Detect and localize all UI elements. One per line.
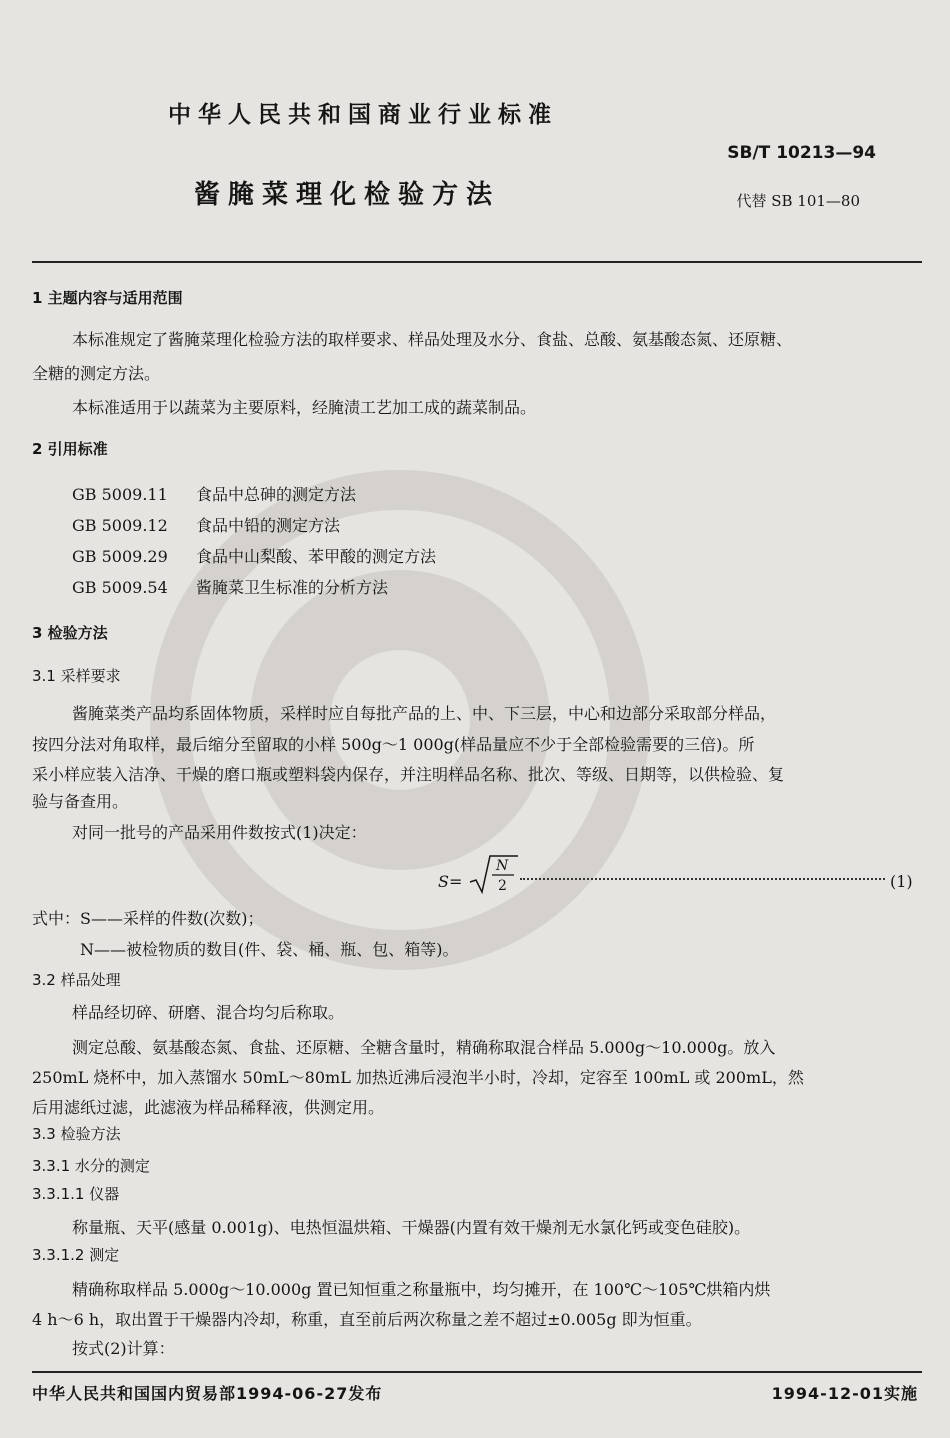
ref-title: 酱腌菜卫生标准的分析方法 xyxy=(196,578,389,597)
where-line: 式中：S——采样的件数(次数)； xyxy=(32,909,264,928)
formula-leader xyxy=(520,878,885,880)
section-3-3-heading: 3.3 检验方法 xyxy=(32,1125,121,1143)
section-3-3-1-heading: 3.3.1 水分的测定 xyxy=(32,1157,150,1175)
paragraph-line: 全糖的测定方法。 xyxy=(32,364,161,383)
header-rule xyxy=(32,261,922,263)
replaces-note: 代替 SB 101—80 xyxy=(736,192,860,210)
ref-title: 食品中铅的测定方法 xyxy=(196,516,341,535)
paragraph-line: 称量瓶、天平(感量 0.001g)、电热恒温烘箱、干燥器(内置有效干燥剂无水氯化钙或变色硅胶)。 xyxy=(72,1218,751,1237)
paragraph-line: 样品经切碎、研磨、混合均匀后称取。 xyxy=(72,1003,345,1022)
ref-title: 食品中山梨酸、苯甲酸的测定方法 xyxy=(196,547,437,566)
standard-code: SB/T 10213—94 xyxy=(727,143,876,163)
section-3-3-1-2-heading: 3.3.1.2 测定 xyxy=(32,1246,120,1264)
ref-title: 食品中总砷的测定方法 xyxy=(196,485,357,504)
section-3-heading: 3 检验方法 xyxy=(32,624,108,642)
paragraph-line: 采小样应装入洁净、干燥的磨口瓶或塑料袋内保存，并注明样品名称、批次、等级、日期等，以供检验、复 xyxy=(32,765,785,784)
paragraph-line: 250mL 烧杯中，加入蒸馏水 50mL～80mL 加热近沸后浸泡半小时，冷却，定容至 100mL 或 200mL，然 xyxy=(32,1068,804,1087)
section-3-3-1-1-heading: 3.3.1.1 仪器 xyxy=(32,1185,120,1203)
section-2-heading: 2 引用标准 xyxy=(32,440,108,458)
paragraph-line: 本标准规定了酱腌菜理化检验方法的取样要求、样品处理及水分、食盐、总酸、氨基酸态氮、还原糖、 xyxy=(72,330,793,349)
formula-lhs: S= xyxy=(438,872,463,891)
issue-date: 中华人民共和国国内贸易部1994-06-27发布 xyxy=(32,1384,383,1403)
where-line: N——被检物质的数目(件、袋、桶、瓶、包、箱等)。 xyxy=(80,940,459,959)
footer-rule xyxy=(32,1371,922,1373)
sqrt-sign-icon xyxy=(468,852,520,896)
section-3-2-heading: 3.2 样品处理 xyxy=(32,971,121,989)
ref-code: GB 5009.29 xyxy=(72,547,168,566)
paragraph-line: 对同一批号的产品采用件数按式(1)决定： xyxy=(72,823,367,842)
formula-denominator: 2 xyxy=(498,878,507,894)
effective-date: 1994-12-01实施 xyxy=(771,1384,918,1403)
ref-code: GB 5009.54 xyxy=(72,578,168,597)
paragraph-line: 4 h～6 h，取出置于干燥器内冷却，称重，直至前后两次称量之差不超过±0.005g 即为恒重。 xyxy=(32,1310,702,1329)
paragraph-line: 按式(2)计算： xyxy=(72,1339,175,1358)
section-1-heading: 1 主题内容与适用范围 xyxy=(32,289,183,307)
paragraph-line: 测定总酸、氨基酸态氮、食盐、还原糖、全糖含量时，精确称取混合样品 5.000g～10.000g。放入 xyxy=(72,1038,776,1057)
paragraph-line: 酱腌菜类产品均系固体物质，采样时应自每批产品的上、中、下三层，中心和边部分采取部分样品， xyxy=(72,704,777,723)
paragraph-line: 精确称取样品 5.000g～10.000g 置已知恒重之称量瓶中，均匀摊开，在 100℃～105℃烘箱内烘 xyxy=(72,1280,771,1299)
paragraph-line: 后用滤纸过滤，此滤液为样品稀释液，供测定用。 xyxy=(32,1098,385,1117)
document-title: 酱腌菜理化检验方法 xyxy=(194,180,501,210)
paragraph-line: 本标准适用于以蔬菜为主要原料，经腌渍工艺加工成的蔬菜制品。 xyxy=(72,398,537,417)
ref-code: GB 5009.11 xyxy=(72,485,168,504)
ref-code: GB 5009.12 xyxy=(72,516,168,535)
section-3-1-heading: 3.1 采样要求 xyxy=(32,667,121,685)
paragraph-line: 按四分法对角取样，最后缩分至留取的小样 500g～1 000g(样品量应不少于全部检验需要的三倍)。所 xyxy=(32,735,755,754)
standard-type: 中华人民共和国商业行业标准 xyxy=(168,102,558,128)
formula-number: (1) xyxy=(890,872,913,891)
formula-numerator: N xyxy=(496,858,509,874)
paragraph-line: 验与备查用。 xyxy=(32,792,129,811)
